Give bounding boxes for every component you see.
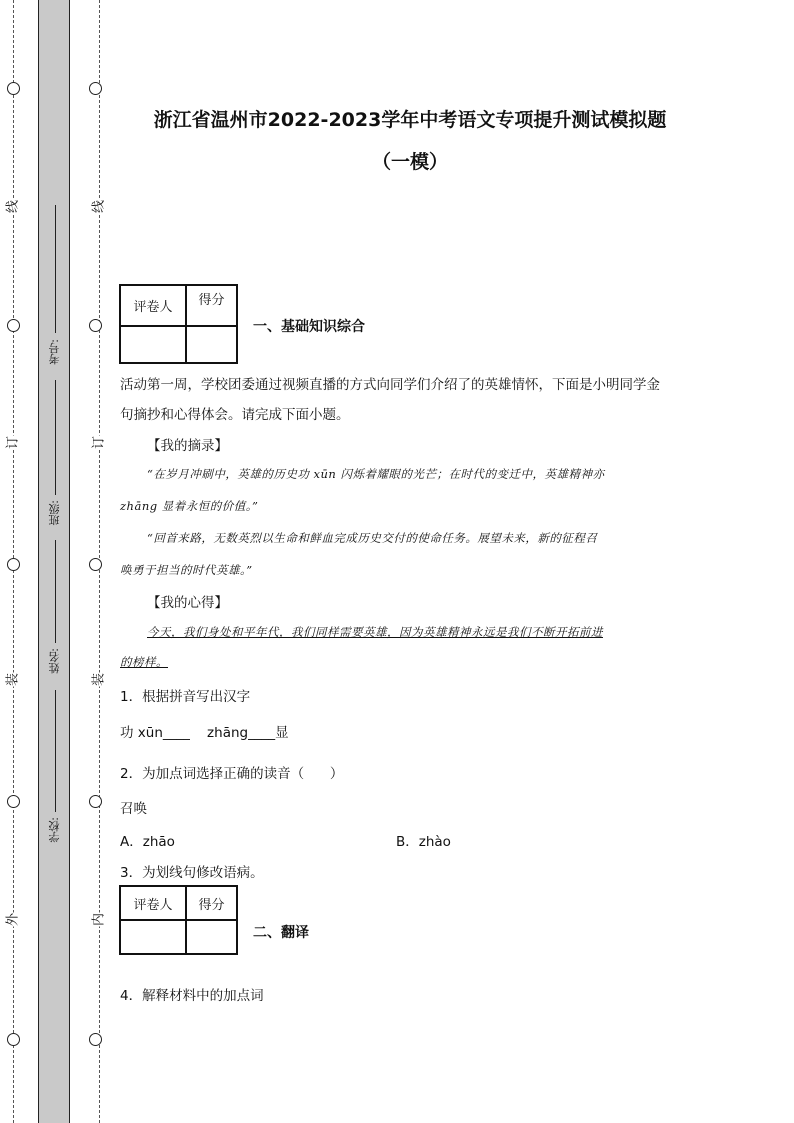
field-label: 考号: xyxy=(48,339,61,365)
intro-text: 句摘抄和心得体会。请完成下面小题。 xyxy=(120,407,350,423)
outer-label: 装 xyxy=(5,673,21,687)
field-label: 姓名: xyxy=(48,648,61,674)
score-cell[interactable] xyxy=(186,920,237,954)
inner-label: 内 xyxy=(91,913,107,927)
quote-text: zhāng 显着永恒的价值。” xyxy=(120,499,259,513)
question-2-word: 召唤 xyxy=(120,801,147,817)
question-2: 2．为加点词选择正确的读音（ ） xyxy=(120,766,344,782)
exam-title: 浙江省温州市2022-2023学年中考语文专项提升测试模拟题 xyxy=(153,109,667,131)
score-box xyxy=(119,284,238,364)
reflection-heading: 【我的心得】 xyxy=(147,595,228,611)
section-heading: 一、基础知识综合 xyxy=(253,319,365,335)
inner-label: 订 xyxy=(91,436,107,450)
binding-hole xyxy=(89,319,102,332)
field-line xyxy=(55,540,56,643)
name-field[interactable] xyxy=(44,540,64,680)
grader-cell[interactable] xyxy=(120,920,186,954)
class-field[interactable] xyxy=(44,380,64,535)
field-line xyxy=(55,205,56,333)
binding-hole xyxy=(7,319,20,332)
exam-number-field[interactable] xyxy=(44,205,64,375)
quote-text: “在岁月冲刷中，英雄的历史功 xūn 闪烁着耀眼的光芒；在时代的变迁中，英雄精神亦 xyxy=(147,467,605,481)
quote-text: 唤勇于担当的时代英雄。” xyxy=(120,563,253,577)
excerpt-heading: 【我的摘录】 xyxy=(147,438,228,454)
option-b[interactable]: B．zhào xyxy=(396,834,451,850)
quote-text: “回首来路，无数英烈以生命和鲜血完成历史交付的使命任务。展望未来，新的征程召 xyxy=(147,531,598,545)
binding-hole xyxy=(89,558,102,571)
score-box xyxy=(119,885,238,955)
field-line xyxy=(55,380,56,495)
question-4: 4．解释材料中的加点词 xyxy=(120,988,264,1004)
field-label: 班级: xyxy=(48,500,61,526)
inner-label: 线 xyxy=(91,200,107,214)
grader-cell[interactable] xyxy=(120,326,186,363)
school-field[interactable] xyxy=(44,690,64,850)
binding-hole xyxy=(7,82,20,95)
score-label: 得分 xyxy=(186,886,237,920)
grader-label: 评卷人 xyxy=(120,285,186,326)
field-label: 学校: xyxy=(48,817,61,843)
question-1-answer[interactable]: 功 xūn____ zhāng____显 xyxy=(120,725,289,741)
binding-hole xyxy=(7,1033,20,1046)
score-label: 得分 xyxy=(186,285,237,326)
field-line xyxy=(55,690,56,812)
option-a[interactable]: A．zhāo xyxy=(120,834,175,850)
question-3: 3．为划线句修改语病。 xyxy=(120,865,264,881)
binding-hole xyxy=(89,795,102,808)
inner-label: 装 xyxy=(91,673,107,687)
grader-label: 评卷人 xyxy=(120,886,186,920)
exam-subtitle: （一模） xyxy=(371,151,448,173)
score-cell[interactable] xyxy=(186,326,237,363)
underlined-sentence: 的榜样。 xyxy=(120,655,168,669)
outer-label: 外 xyxy=(5,913,21,927)
intro-text: 活动第一周，学校团委通过视频直播的方式向同学们介绍了的英雄情怀，下面是小明同学金 xyxy=(120,377,660,393)
binding-hole xyxy=(7,795,20,808)
binding-hole xyxy=(89,1033,102,1046)
outer-label: 线 xyxy=(5,200,21,214)
outer-label: 订 xyxy=(5,436,21,450)
section-heading: 二、翻译 xyxy=(253,925,309,941)
question-1: 1．根据拼音写出汉字 xyxy=(120,689,251,705)
binding-hole xyxy=(89,82,102,95)
binding-hole xyxy=(7,558,20,571)
underlined-sentence: 今天，我们身处和平年代，我们同样需要英雄，因为英雄精神永远是我们不断开拓前进 xyxy=(147,625,603,639)
